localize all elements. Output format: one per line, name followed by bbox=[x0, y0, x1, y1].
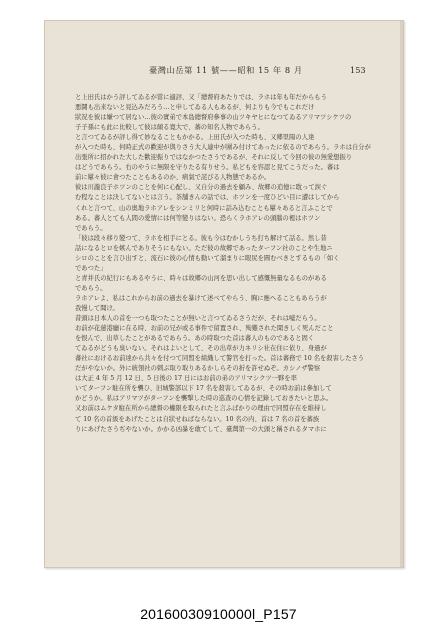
text-line: ラホアレよ、私はこれからお前の過去を暴けて述べてやらう、胸に應へることもあらうが bbox=[75, 294, 327, 302]
text-line: かどうか。私はアリマツがターフンを襲撃した時の巡查の心情を記錄しておきたいと思ふ。 bbox=[75, 395, 333, 403]
text-line: 我慢して聞け。 bbox=[75, 304, 119, 312]
image-caption: 20160030910000l_P157 bbox=[140, 606, 297, 622]
text-line: であつた」 bbox=[75, 264, 107, 272]
text-line: 話になるとロを嫉んでありそうにもない。ただ彼の故郷であったターフン社のことや生地ニ bbox=[75, 244, 333, 252]
text-line: 蕃社におけるお前達から共々を付つて同盟を組織して警官を打った。首は蕃務で 10 名を殺害したさう bbox=[75, 355, 365, 363]
text-line: りにあげたさうぢやないか。かかる凶暴を敢てして、臺灣第一の大頭と稱されるタマホに bbox=[75, 425, 327, 433]
text-line: 「彼は段々移り變つて、ラホを相手にとる。彼も今はむかしうち打ち解けて話る。然し昔 bbox=[75, 234, 327, 242]
text-line: む程なことは決してないとは言う。茶舗きんの話では、ホツンを一度ひどい目に遭はしてから bbox=[75, 194, 340, 202]
text-line: と上田氏はかう評してゐるが當に適評、又「總督府あたりでは、ラホは年も年だからもう bbox=[75, 94, 327, 101]
text-line: だがやないか。外に統領社の刺ぶ取り取りあるかしらその折を許せぬぞ。カシノザ警察 bbox=[75, 365, 321, 373]
text-line: 又お前はムケタ駐在所から總督の權限を取られたと言ふばかりの理由で同盟存在を維持し bbox=[75, 405, 327, 413]
text-line: であらう。 bbox=[75, 284, 107, 292]
text-line: 出張所に招かれた大した歡迎振りではなかつたさうであるが、それに反して今回の彼の無愛想振り bbox=[75, 154, 353, 162]
text-line: 悪鬪も出来ないと見込みだろう…と申してゐる人もあるが、何よりも今でもこれだけ bbox=[75, 104, 315, 112]
text-line: いてターフン駐在所を襲ひ、旧城警部以下 17 名を殺害してゐるが、その時お前は參加して bbox=[75, 385, 332, 393]
text-line: を恨んで、出草したことがあるであらう。あの時取つた首は蕃人のものであると固く bbox=[75, 335, 315, 343]
text-line: 狀况を彼は嫌つて居ない…彼の實弟で本島總督府參事の山ツキヤヒになつてゐるアリマツシケツの bbox=[75, 114, 352, 122]
text-line: は大正 4 年 5 月 12 日、5 日後の 17 日にはお前の弟のアリマシクツ一夥を率 bbox=[75, 375, 297, 383]
document-page bbox=[44, 20, 404, 568]
text-line: であらう。 bbox=[75, 224, 107, 232]
text-line: が入つた時も、何時正式の歡迎が與りさう大人連中が圍み付けてあったに依るのであらう。ラホは自分が bbox=[75, 144, 371, 152]
text-line: て 10 名の首級をあげたことは自狀せねばならない。10 名の内、首は 7 名の首を蕃族 bbox=[75, 415, 320, 423]
text-line: シロのことを言ひ出すと、流石に彼の心情も動いて溜まりに眼尻を圓むべきとするもの「如く bbox=[75, 254, 340, 262]
text-line: と青井氏の紀行にもあるやうに、時々は故郷の山河を思い出して感慨無量なるものがある bbox=[75, 274, 327, 282]
text-line: くれと言つて、山の奥地ラホアレをシンミリと何時に話み込むことも屢々あると言ふことで bbox=[75, 204, 333, 212]
running-header bbox=[45, 65, 403, 79]
body-text bbox=[75, 93, 375, 435]
text-line: お前が花蓮港廳に在る時、お前の兄が或る事件で留置され、殉難された聞きしく死んだこと bbox=[75, 325, 334, 333]
text-line: 子子孫にも此に比較して彼は頗る寛大で、蕃の知名人物であらう。 bbox=[75, 124, 264, 132]
text-line: てゐるがどうも臭いない。それはよいとして、その出草が力ネリシ社在住に依り、身過が bbox=[75, 345, 327, 353]
page-number: 153 bbox=[350, 65, 366, 75]
text-line: 彼は川瀧良子ホツンのことを何に心配し、又自分の過去を顧み、故郷の追憶に耽って淚ぐ bbox=[75, 184, 328, 192]
text-line: 前に屢々彼に會つたこともあるのか、病氣で詫びる人物態であるか。 bbox=[75, 174, 271, 182]
header-title: 臺灣山岳第 11 號——昭和 15 年 8 月 bbox=[149, 65, 303, 75]
text-line: と言つてゐるが評し得て妙なることもかかる。上田氏が入つた時も、又郷里陽の人達 bbox=[75, 134, 315, 142]
text-line: 昔頭は日本人の首を一つも取つたことが無いと言つてゐるさうだが、それは嘘だらう。 bbox=[75, 315, 321, 323]
text-line: ある。蕃人とても人間の愛情には何等變りはない。恐らくラホアレの頭腦の裡はホツン bbox=[75, 214, 321, 222]
text-line: はどうであらう。右のやうに無限を守りたる有りせう。私どもを容認と見てこうだった。蕃は bbox=[75, 164, 340, 172]
page-edge bbox=[400, 21, 403, 567]
